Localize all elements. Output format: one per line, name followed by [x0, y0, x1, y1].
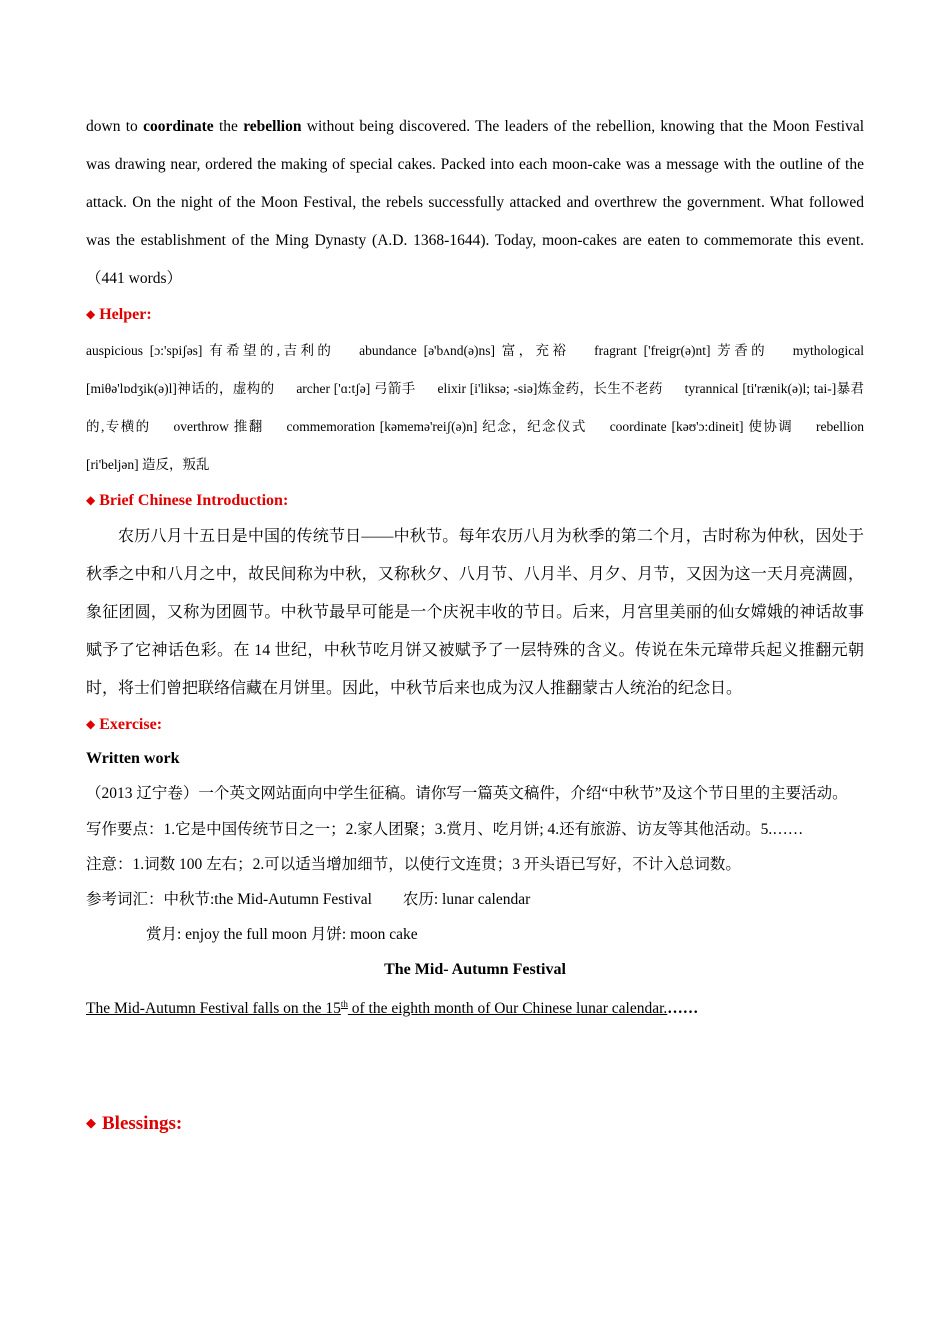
intro-text-3: without being discovered. The leaders of the rebellion, knowing that the Moon Festival was drawing near, ordered the making of special cakes. Packed into each moon-cake was a message with the outline of the attack. On the night of the Moon Festival, the rebels successfully attacked and overthrew the government. What followed was the establishment of the Ming Dynasty (A.D. 1368-1644). Today, moon-cakes are eaten to commemorate this event.（441 words）	[86, 118, 865, 287]
vocab-item: rebellion [ri'beljən] 造反，叛乱	[86, 419, 865, 472]
brief-chinese-paragraph: 农历八月十五日是中国的传统节日——中秋节。每年农历八月为秋季的第二个月，古时称为仲秋，因处于秋季之中和八月之中，故民间称为中秋，又称秋夕、八月节、八月半、月夕、月节，又因为这一天月亮满圆，象征团圆，又称为团圆节。中秋节最早可能是一个庆祝丰收的节日。后来，月宫里美丽的仙女嫦娥的神话故事赋予了它神话色彩。在 14 世纪，中秋节吃月饼又被赋予了一层特殊的含义。传说在朱元璋带兵起义推翻元朝时，将士们曾把联络信藏在月饼里。因此，中秋节后来也成为汉人推翻蒙古人统治的纪念日。	[86, 528, 864, 697]
intro-text-1: down to	[86, 118, 144, 135]
vocab-item: overthrow 推翻	[173, 419, 264, 434]
exercise-heading	[86, 708, 864, 742]
essay-title: The Mid- Autumn Festival	[384, 961, 566, 978]
essay-opening-sup: th	[340, 999, 348, 1009]
vocab-item: commemoration [kəmemə'reiʃ(ə)n] 纪念，纪念仪式	[286, 419, 587, 434]
intro-bold-coordinate: coordinate	[143, 118, 214, 135]
writing-points: 写作要点：1.它是中国传统节日之一；2.家人团聚；3.赏月、吃月饼; 4.还有旅游、访友等其他活动。5.……	[86, 821, 804, 838]
helper-heading	[86, 298, 864, 332]
intro-text-2: the	[213, 118, 244, 135]
reference-vocab-1: 参考词汇：中秋节:the Mid-Autumn Festival 农历: lunar calendar	[86, 891, 531, 908]
bullet-diamond-icon: ◆	[86, 717, 96, 731]
essay-opening-dots: ……	[667, 1000, 699, 1018]
vocab-item: elixir [i'liksə; -siə]炼金药，长生不老药	[437, 381, 663, 396]
vocab-item: tyrannical [ti'rænik(ə)l; tai-]暴君的,专横的	[86, 381, 865, 434]
bullet-diamond-icon: ◆	[86, 1115, 96, 1131]
helper-heading-text: Helper:	[99, 306, 152, 323]
bullet-diamond-icon: ◆	[86, 307, 96, 321]
written-work-subheading: Written work	[86, 750, 180, 767]
essay-opening-text-a: The Mid-Autumn Festival falls on the 15	[86, 1000, 341, 1018]
helper-vocabulary	[86, 332, 864, 484]
vocab-item: coordinate [kəʊ'ɔ:dineit] 使协调	[609, 419, 794, 434]
document-page	[86, 108, 864, 1164]
reference-vocab-2: 赏月: enjoy the full moon 月饼: moon cake	[146, 926, 418, 943]
vocab-item: fragrant ['freigr(ə)nt] 芳香的	[594, 343, 769, 358]
intro-paragraph	[86, 108, 864, 298]
blessings-heading-text: Blessings:	[102, 1113, 183, 1135]
brief-heading	[86, 484, 864, 518]
vocab-item: archer ['ɑ:tʃə] 弓箭手	[296, 381, 416, 396]
writing-notes: 注意：1.词数 100 左右；2.可以适当增加细节，以使行文连贯；3 开头语已写好，不计入总词数。	[86, 856, 741, 873]
intro-bold-rebellion: rebellion	[243, 118, 302, 135]
brief-heading-text: Brief Chinese Introduction:	[99, 492, 289, 509]
essay-opening-text-b: of the eighth month of Our Chinese lunar calendar.	[347, 1000, 668, 1018]
exercise-task: （2013 辽宁卷）一个英文网站面向中学生征稿。请你写一篇英文稿件，介绍“中秋节”及这个节日里的主要活动。	[86, 785, 848, 802]
vocab-item: abundance [ə'bʌnd(ə)ns] 富，充裕	[359, 343, 570, 358]
bullet-diamond-icon: ◆	[86, 493, 96, 507]
vocab-item: auspicious [ɔ:'spiʃəs] 有希望的,吉利的	[86, 343, 335, 358]
vocab-item: mythological [miθə'lɒdʒik(ə)l]神话的，虚构的	[86, 343, 865, 396]
exercise-heading-text: Exercise:	[99, 716, 163, 733]
essay-opening-line	[86, 987, 864, 1026]
blessings-heading	[86, 1104, 864, 1145]
